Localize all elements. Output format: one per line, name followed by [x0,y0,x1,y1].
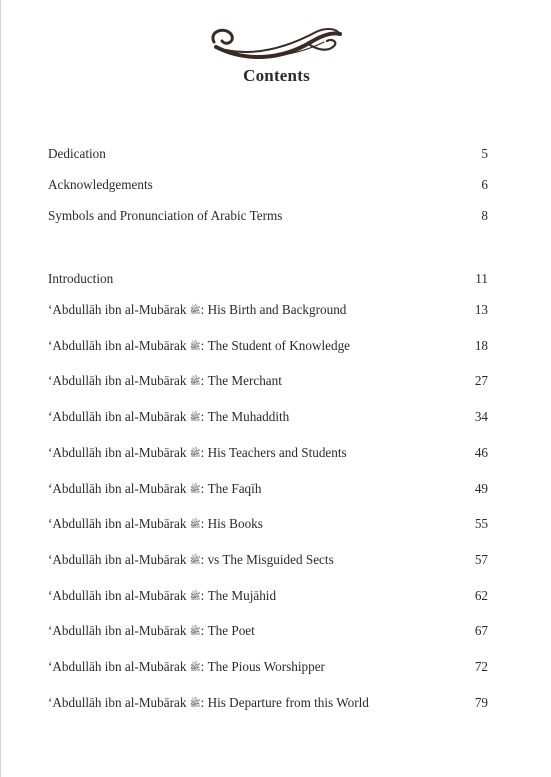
toc-page-number: 57 [474,552,488,567]
toc-entry-label [48,445,347,461]
toc-entry-prefix: ‘Abdullāh ibn al-Mubārak [48,302,187,317]
toc-entry-prefix: ‘Abdullāh ibn al-Mubārak [48,338,187,353]
toc-page-number: 27 [474,373,488,388]
honorific-glyph: ﷺ [189,626,201,636]
page-title: Contents [243,66,310,85]
toc-page-number: 34 [474,409,488,424]
toc-entry-suffix: : His Departure from this World [200,695,369,710]
toc-entry-prefix: ‘Abdullāh ibn al-Mubārak [48,659,187,674]
toc-entry-merchant[interactable] [48,373,488,393]
toc-entry-label [48,659,325,675]
toc-entry-departure[interactable] [48,695,488,715]
toc-entry-teachers[interactable] [48,445,488,465]
honorific-glyph: ﷺ [189,376,201,386]
toc-page-number: 55 [474,516,488,531]
toc-page-number: 6 [481,177,488,192]
toc-entry-suffix: : The Muhaddith [200,409,290,424]
honorific-glyph: ﷺ [189,698,201,708]
toc-entry-prefix: ‘Abdullāh ibn al-Mubārak [48,445,187,460]
toc-entry-suffix: : The Poet [200,623,255,638]
toc-entry-acknowledgements[interactable] [48,177,488,197]
toc-entry-label: Symbols and Pronunciation of Arabic Terms [48,208,283,223]
toc-entry-dedication[interactable] [48,146,488,166]
toc-entry-label: Introduction [48,271,114,286]
toc-entry-birth[interactable] [48,302,488,322]
toc-entry-suffix: : The Student of Knowledge [200,338,351,353]
toc-entry-suffix: : The Mujāhid [200,588,277,603]
toc-entry-suffix: : The Pious Worshipper [200,659,325,674]
toc-entry-label [48,552,334,568]
toc-entry-prefix: ‘Abdullāh ibn al-Mubārak [48,373,187,388]
toc-entry-symbols[interactable] [48,208,488,228]
toc-entry-prefix: ‘Abdullāh ibn al-Mubārak [48,409,187,424]
toc-page-number: 18 [474,338,488,353]
toc-page-number: 5 [481,146,488,161]
toc-entry-poet[interactable] [48,623,488,643]
toc-entry-suffix: : The Faqīh [200,481,262,496]
toc-page-number: 49 [474,481,488,496]
toc-entry-prefix: ‘Abdullāh ibn al-Mubārak [48,623,187,638]
toc-entry-suffix: : His Books [200,516,263,531]
honorific-glyph: ﷺ [189,555,201,565]
toc-entry-prefix: ‘Abdullāh ibn al-Mubārak [48,481,187,496]
honorific-glyph: ﷺ [189,448,201,458]
toc-entry-faqih[interactable] [48,481,488,501]
toc-entry-label [48,588,276,604]
toc-entry-suffix: : His Birth and Background [200,302,347,317]
toc-page-number: 8 [481,208,488,223]
toc-entry-label [48,695,369,711]
toc-entry-mujahid[interactable] [48,588,488,608]
honorific-glyph: ﷺ [189,484,201,494]
toc-entry-label: Dedication [48,146,106,161]
toc-page-number: 67 [474,623,488,638]
toc-entry-prefix: ‘Abdullāh ibn al-Mubārak [48,588,187,603]
toc-entry-label [48,516,263,532]
toc-entry-introduction[interactable] [48,271,488,291]
toc-page-number: 72 [474,659,488,674]
toc-entry-student[interactable] [48,338,488,358]
toc-entry-suffix: : His Teachers and Students [200,445,347,460]
honorific-glyph: ﷺ [189,341,201,351]
toc-entry-sects[interactable] [48,552,488,572]
toc-entry-label [48,302,346,318]
toc-page-number: 46 [474,445,488,460]
decorative-swirl-icon [206,20,346,66]
toc-page-number: 13 [474,302,488,317]
toc-page-number: 62 [474,588,488,603]
toc-entry-prefix: ‘Abdullāh ibn al-Mubārak [48,516,187,531]
toc-page-number: 79 [474,695,488,710]
toc-entry-label [48,409,289,425]
honorific-glyph: ﷺ [189,305,201,315]
toc-entry-books[interactable] [48,516,488,536]
toc-entry-prefix: ‘Abdullāh ibn al-Mubārak [48,552,187,567]
toc-entry-label: Acknowledgements [48,177,153,192]
honorific-glyph: ﷺ [189,662,201,672]
toc-page-number: 11 [475,271,488,286]
toc-entry-worshipper[interactable] [48,659,488,679]
toc-entry-suffix: : The Merchant [200,373,282,388]
toc-entry-label [48,481,261,497]
toc-entry-label [48,623,255,639]
toc-entry-label [48,338,350,354]
toc-entry-label [48,373,282,389]
toc-entry-prefix: ‘Abdullāh ibn al-Mubārak [48,695,187,710]
honorific-glyph: ﷺ [189,519,201,529]
toc-entry-suffix: : vs The Misguided Sects [200,552,334,567]
toc-entry-muhaddith[interactable] [48,409,488,429]
honorific-glyph: ﷺ [189,412,201,422]
honorific-glyph: ﷺ [189,591,201,601]
